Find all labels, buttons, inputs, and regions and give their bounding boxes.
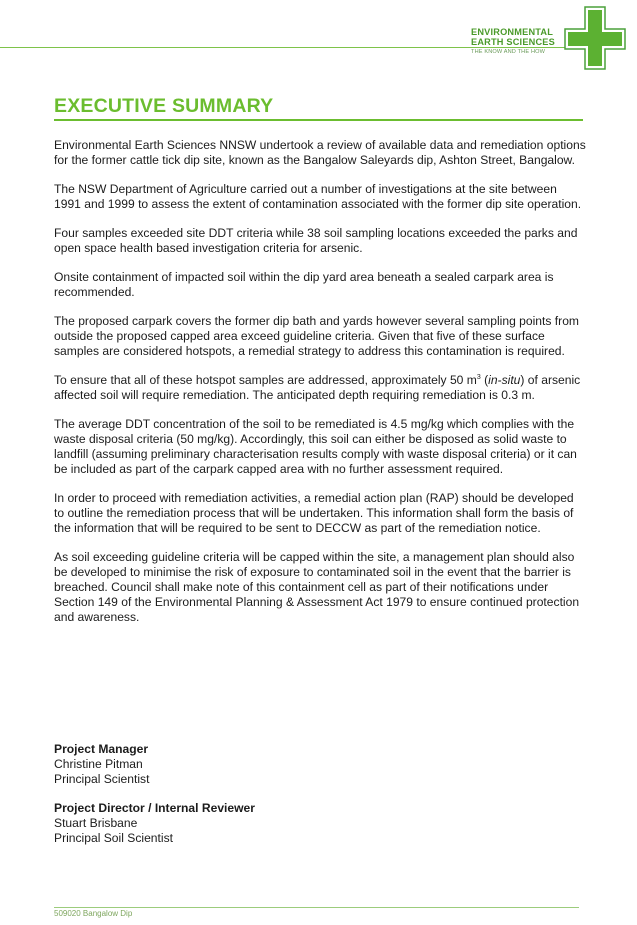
signatory-director — [54, 801, 255, 846]
superscript: 3 — [476, 373, 481, 381]
emphasis: in-situ — [488, 373, 521, 387]
logo-tagline: THE KNOW AND THE HOW — [471, 49, 546, 55]
signatory-title: Principal Soil Scientist — [54, 831, 173, 845]
paragraph: Onsite containment of impacted soil within the dip yard area beneath a sealed carpark area is recommended. — [54, 270, 554, 299]
paragraph: Environmental Earth Sciences NNSW undertook a review of available data and remediation options for the former cattle tick dip site, known as the Bangalow Saleyards dip, Ashton Street, Bangalow. — [54, 138, 586, 167]
footer-label: 509020 Bangalow Dip — [54, 909, 133, 918]
header-rule — [0, 47, 596, 48]
signatory-role: Project Manager — [54, 742, 149, 756]
signatory-name: Stuart Brisbane — [54, 816, 138, 830]
footer-rule — [54, 907, 579, 908]
paragraph: Four samples exceeded site DDT criteria while 38 soil sampling locations exceeded the parks and open space health based investigation criteria for arsenic. — [54, 226, 578, 255]
paragraph-part: ) of arsenic affected soil will require remediation. The anticipated depth requiring remediation is 0.3 m. — [54, 373, 581, 402]
signatory-title: Principal Scientist — [54, 772, 150, 786]
paragraph: The proposed carpark covers the former dip bath and yards however several sampling points from outside the proposed capped area exceed guideline criteria. Given that five of these surface samples are considered hotspots, a remedial strategy to address this contamination is required. — [54, 314, 579, 358]
logo-line1: ENVIRONMENTAL — [471, 27, 554, 37]
company-logo — [471, 27, 555, 47]
title-rule — [54, 119, 583, 121]
paragraph: The NSW Department of Agriculture carried out a number of investigations at the site between 1991 and 1999 to assess the extent of contamination associated with the former dip site operation. — [54, 182, 582, 211]
paragraph-part: To ensure that all of these hotspot samples are addressed, approximately 50 m — [54, 373, 477, 387]
paragraph: As soil exceeding guideline criteria will be capped within the site, a management plan should also be developed to minimise the risk of exposure to contaminated soil in the event that the barrier is breached. Council shall make note of this containment cell as part of their notifications under Section 149 of the Environmental Planning & Assessment Act 1979 to ensure continued protection and awareness. — [54, 550, 580, 624]
paragraph-part: ( — [480, 373, 489, 387]
page-title: EXECUTIVE SUMMARY — [54, 95, 274, 117]
logo-line2: EARTH SCIENCES — [471, 37, 555, 47]
signatory-manager — [54, 742, 149, 787]
paragraph: In order to proceed with remediation activities, a remedial action plan (RAP) should be developed to outline the remediation process that will be undertaken. This information shall form the basis of the information that will be required to be sent to DECCW as part of the remediation notice. — [54, 491, 574, 535]
signatory-role: Project Director / Internal Reviewer — [54, 801, 255, 815]
summary-body — [54, 138, 586, 639]
signatory-name: Christine Pitman — [54, 757, 143, 771]
paragraph — [54, 373, 586, 403]
green-cross-icon — [564, 6, 626, 70]
paragraph: The average DDT concentration of the soil to be remediated is 4.5 mg/kg which complies with the waste disposal criteria (50 mg/kg). Accordingly, this soil can either be disposed as solid waste to landfill (assuming preliminary characterisation results comply with waste disposal criteria) or it can be included as part of the carpark capped area with no further assessment required. — [54, 417, 577, 476]
